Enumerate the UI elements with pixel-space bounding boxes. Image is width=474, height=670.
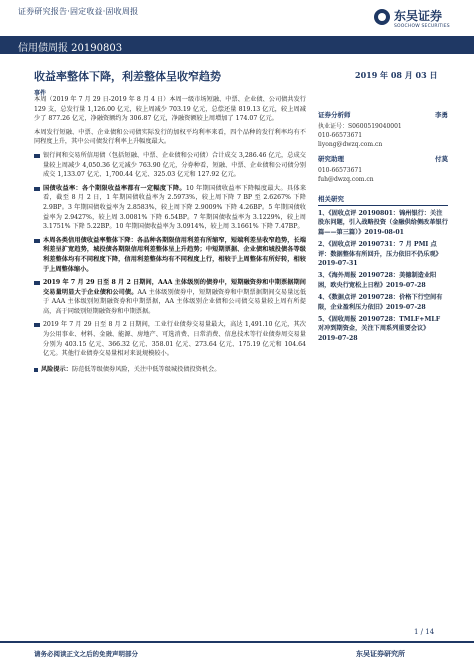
bullet-lead: 国债收益率：各个期限收益率都有一定幅度下降。	[43, 184, 186, 192]
bullet-marker-icon	[34, 323, 40, 327]
analyst-role: 研究助理	[318, 155, 344, 163]
risk-note	[34, 365, 306, 375]
analyst-email[interactable]: fuh@dwzq.com.cn	[318, 176, 374, 183]
bullet-item	[34, 320, 306, 358]
footer-brand: 东吴证券研究所	[356, 649, 405, 658]
analyst-name: 付莫	[435, 155, 448, 163]
logo-text-cn: 东吴证券	[394, 9, 443, 23]
company-logo	[374, 6, 460, 36]
bullet-item	[34, 278, 306, 316]
bullet-text: AA 主体级别债券中，短期融资券和中期票据期间交易量远低于 AAA 主体级别短期融资券和中期票据，AA 主体级别企业债和公司债交易量较上周有所提高，高于同级别短期融资券和中期票据。	[43, 288, 307, 315]
bullet-item	[34, 236, 306, 274]
bullet-item	[34, 184, 306, 232]
bullet-marker-icon	[34, 239, 40, 243]
analyst-phone: 010-66573671	[318, 167, 363, 174]
report-category: 证券研究报告·固定收益·固收周报	[18, 7, 139, 16]
bullet-lead: 本周各类信用债收益率整体下降：各品种各期限信用利差有所缩窄，短端利差呈收窄趋势，长端利差呈扩宽趋势，城投债各期限信用利差整体呈上升趋势；中短期票据、企业债和城投债各等级利差整体均有不同程度下降，信用利差整体均有不同程度上行，相较于上周整体有所好转，相较于上周整体缩小。	[43, 236, 306, 273]
related-research-title: 相关研究	[318, 194, 448, 206]
report-date: 2019 年 08 月 03 日	[355, 70, 438, 80]
bullet-item	[34, 151, 306, 180]
bullet-text: 2019 年 7 月 29 日至 8 月 2 日期间，工业行业债券交易量最大，高达 1,491.10 亿元，其次为公用事业、材料、金融、能源、房地产、可选消费、日常消费、信息技术等行业债券周交易量分别为 403.15 亿元、366.32 亿元、358.01 亿元、273.64 亿元、175.19 亿元和 104.64 亿元。其他行业债券交易量相对来说规模较小。	[43, 321, 306, 358]
report-title: 收益率整体下降，利差整体呈收窄趋势	[34, 70, 221, 83]
bullet-lead: 2019 年 7 月 29 日至 8 月 2 日期间，AAA 主体级别的债券中，短期融资券和中期票据期间交易量明显大于企业债和公司债。	[43, 279, 306, 296]
analyst-heading	[318, 154, 448, 163]
risk-marker-icon	[34, 368, 38, 372]
bullet-text: 银行间和交易所信用债（包括短融、中票、企业债和公司债）合计成交 3,286.46 亿元，总成交量较上周减少 4,050.36 亿元减少 763.90 亿元，分券种看，短融、中票、企业债和公司债分别成交 1,133.07 亿元、1,700.44 亿元、325.03 亿元和 127.92 亿元。	[43, 151, 306, 179]
analyst-phone: 010-66573671	[318, 132, 363, 139]
analyst-role: 证券分析师	[318, 111, 351, 119]
analyst-name: 李勇	[435, 111, 448, 119]
footer-divider	[0, 641, 474, 643]
note-paragraph: 本周发行短融、中票、企业债和公司债实际发行的加权平均利率来看，四个品种的发行利率均有不同程度上升，其中公司债发行利率上升幅度最大。	[34, 128, 306, 146]
bullet-text: 10 年期国债收益率下降幅度最大。具体来看，截至 8 月 2 日，1 年期国债收益率为 2.5973%，较上周下降 7 BP 至 2.6267% 下降 2.9BP。3 年期国债收益率为 2.8583%，较上周下降 2.9009% 下降 4.26BP。5 年期国债收益率为 2.9427%，较上周 3.0081% 下降 6.54BP。7 年期国债收益率为 3.1229%，较上周 3.1751% 下降 5.22BP。10 年期国债收益率为 3.0914%，较上周 3.1661% 下降 7.47BP。	[43, 184, 307, 231]
event-paragraph: 本周（2019 年 7 月 29 日-2019 年 8 月 4 日）本周一级市场短融、中票、企业债、公司债共发行 129 支，总发行量 1,126.00 亿元，较上周减少 703.19 亿元，总偿还量 819.13 亿元，较上周减少了 877.26 亿元，净融资额约为 306.87 亿元，净融资额较上周增加了 174.07 亿元。	[34, 96, 306, 123]
risk-text: 防范低等级债券风险，关注中低等级城投债投资机会。	[71, 365, 221, 373]
band-title: 信用债周报 20190803	[18, 43, 123, 54]
risk-label: 风险提示：	[41, 365, 72, 373]
related-research-item[interactable]: 2、《固收点评 20190731：7 月 PMI 点评：数据整体有所回升，压力依旧不仍乐观》2019-07-31	[318, 241, 442, 268]
related-research-item[interactable]: 4、《数据点评 20190728：价格下行空间有限，企业盈利压力依旧》2019-07-28	[318, 294, 443, 311]
bullet-marker-icon	[34, 154, 40, 158]
bullet-marker-icon	[34, 281, 40, 285]
main-body	[34, 95, 306, 374]
sidebar	[318, 110, 448, 343]
page-number: 1 / 14	[414, 628, 435, 636]
bullet-marker-icon	[34, 187, 40, 191]
logo-text-en: SOOCHOW SECURITIES	[394, 24, 450, 29]
footer-disclaimer: 请务必阅读正文之后的免责声明部分	[34, 650, 138, 658]
analyst-license: 执业证号：S0600519040001	[318, 123, 402, 130]
related-research-item[interactable]: 3、《海外周报 20190728：美德制造业阳困，欧央行宽松上日程》2019-07-28	[318, 272, 437, 289]
related-research-item[interactable]: 1、《固收点评 20190801：锦州银行：关注股东问题，引入战略投资（金融供给侧改革银行篇——第三篇）》2019-08-01	[318, 210, 448, 236]
logo-mark-icon	[374, 9, 390, 25]
header-band	[0, 36, 474, 54]
section-label-event: 事件	[34, 90, 47, 97]
analyst-email[interactable]: liyong@dwzq.com.cn	[318, 141, 383, 148]
analyst-heading	[318, 110, 448, 119]
related-research-item[interactable]: 5、《固收周报 20190728：TMLF+MLF 对冲到期资金，关注下周系列重要会议》2019-07-28	[318, 316, 441, 342]
